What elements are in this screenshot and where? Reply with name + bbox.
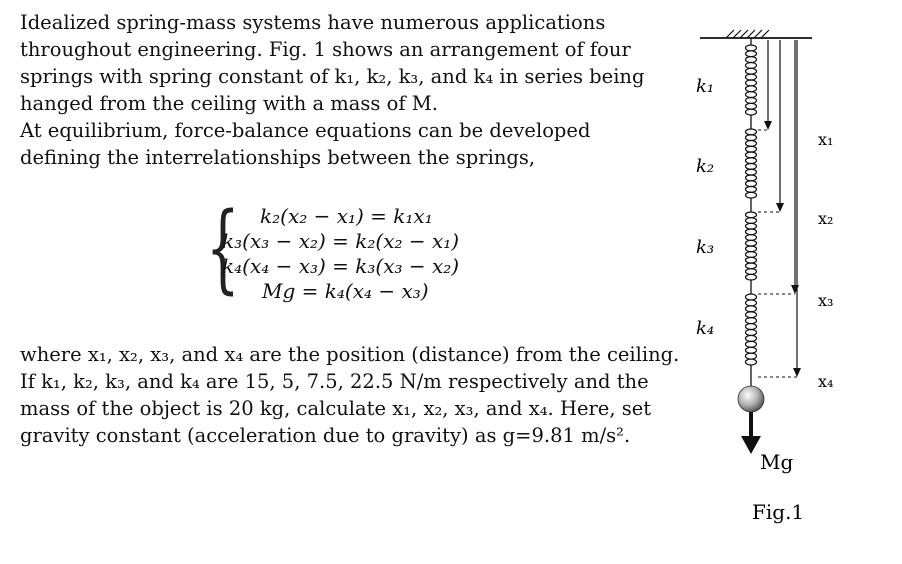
ceiling (700, 30, 812, 38)
spring-coil (746, 359, 757, 365)
spring-label-k2: k₂ (696, 156, 715, 177)
left-brace: { (206, 192, 240, 304)
spring-coil (746, 347, 757, 353)
spring-coil (746, 175, 757, 181)
spring-coil (746, 129, 757, 135)
spring-coil (746, 103, 757, 109)
problem-line: where x₁, x₂, x₃, and x₄ are the position (distance) from the ceiling. (20, 343, 680, 366)
spring-chain (746, 38, 757, 386)
intro-line: hanged from the ceiling with a mass of M. (20, 92, 438, 115)
spring-coil (746, 235, 757, 241)
arrow-x3 (758, 40, 799, 294)
spring-coil (746, 62, 757, 68)
spring-1 (746, 38, 757, 122)
position-arrows (758, 40, 801, 377)
spring-coil (746, 51, 757, 57)
spring-coil (746, 164, 757, 170)
spring-coil (746, 240, 757, 246)
spring-coil (746, 223, 757, 229)
spring-4 (746, 287, 757, 372)
equation-1: k₂(x₂ − x₁) = k₁x₁ (260, 204, 433, 228)
intro-line: Idealized spring-mass systems have numerous applications (20, 11, 606, 34)
spring-coil (746, 192, 757, 198)
spring-coil (746, 330, 757, 336)
spring-coil (746, 263, 757, 269)
spring-coil (746, 252, 757, 258)
spring-coil (746, 141, 757, 147)
intro-line: springs with spring constant of k₁, k₂, k₃, and k₄ in series being (20, 65, 645, 88)
arrow-x1 (758, 40, 772, 130)
spring-coil (746, 212, 757, 218)
spring-coil (746, 92, 757, 98)
figure-caption: Fig.1 (752, 500, 805, 524)
spring-coil (746, 318, 757, 324)
spring-label-k4: k₄ (696, 318, 715, 339)
spring-label-k3: k₃ (696, 237, 715, 258)
position-label-x1: x₁ (818, 130, 834, 149)
spring-coil (746, 158, 757, 164)
position-label-x4: x₄ (818, 372, 834, 391)
spring-coil (746, 269, 757, 275)
intro-line: defining the interrelationships between the springs, (20, 146, 536, 169)
spring-coil (746, 300, 757, 306)
equation-3: k₄(x₄ − x₃) = k₃(x₃ − x₂) (222, 254, 460, 278)
spring-coil (746, 45, 757, 51)
spring-coil (746, 57, 757, 63)
spring-coil (746, 146, 757, 152)
spring-coil (746, 306, 757, 312)
spring-coil (746, 294, 757, 300)
spring-coil (746, 98, 757, 104)
spring-2 (746, 122, 757, 205)
spring-3 (746, 205, 757, 287)
gravity-arrow (741, 412, 761, 454)
spring-coil (746, 109, 757, 115)
intro-line: throughout engineering. Fig. 1 shows an arrangement of four (20, 38, 631, 61)
spring-coil (746, 68, 757, 74)
position-label-x2: x₂ (818, 209, 834, 228)
spring-coil (746, 218, 757, 224)
spring-coil (746, 312, 757, 318)
problem-line: gravity constant (acceleration due to gravity) as g=9.81 m/s². (20, 424, 631, 447)
equation-4: Mg = k₄(x₄ − x₃) (262, 279, 429, 303)
arrow-x2 (758, 40, 784, 212)
position-label-x3: x₃ (818, 291, 834, 310)
spring-coil (746, 229, 757, 235)
spring-coil (746, 353, 757, 359)
spring-coil (746, 169, 757, 175)
spring-coil (746, 257, 757, 263)
spring-coil (746, 324, 757, 330)
spring-coil (746, 246, 757, 252)
problem-line: If k₁, k₂, k₃, and k₄ are 15, 5, 7.5, 22.5 N/m respectively and the (20, 370, 649, 393)
spring-coil (746, 181, 757, 187)
equation-2: k₃(x₃ − x₂) = k₂(x₂ − x₁) (222, 229, 460, 253)
spring-coil (746, 341, 757, 347)
spring-coil (746, 152, 757, 158)
spring-coil (746, 187, 757, 193)
mass-ball (738, 386, 764, 412)
spring-coil (746, 80, 757, 86)
spring-coil (746, 86, 757, 92)
force-label: Mg (760, 450, 794, 474)
problem-line: mass of the object is 20 kg, calculate x₁, x₂, x₃, and x₄. Here, set (20, 397, 652, 420)
intro-line: At equilibrium, force-balance equations can be developed (20, 119, 591, 142)
spring-coil (746, 335, 757, 341)
spring-coil (746, 135, 757, 141)
spring-coil (746, 74, 757, 80)
spring-coil (746, 274, 757, 280)
spring-label-k1: k₁ (696, 76, 715, 97)
